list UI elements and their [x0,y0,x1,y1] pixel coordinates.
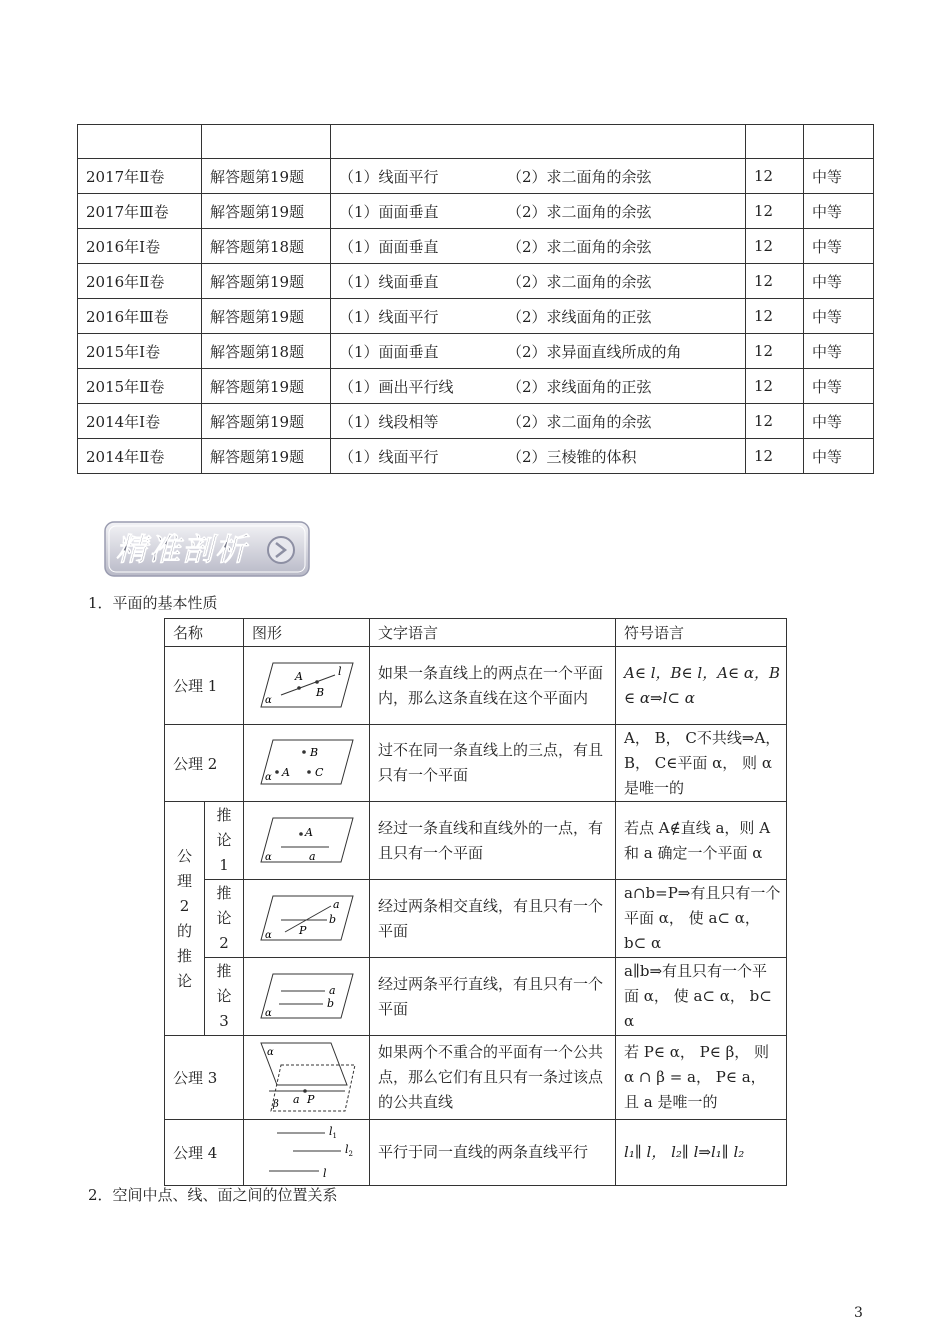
topic-cell: （1）线段相等 （2）求二面角的余弦 [331,404,746,439]
page-number: 3 [854,1305,863,1321]
score-cell: 12 [746,369,804,404]
difficulty-cell: 中等 [804,229,874,264]
topic-cell: （1）线面垂直 （2）求二面角的余弦 [331,264,746,299]
label-alpha: α [264,929,272,941]
label-l: l [322,1166,327,1180]
label-p: P [306,1092,314,1106]
label-b: B [309,746,318,759]
table-header-row [165,619,787,647]
label-alpha: α [264,851,272,863]
text-language: 如果一条直线上的两点在一个平面内，那么这条直线在这个平面内 [370,647,616,725]
figure-cell [244,725,370,802]
table-row [165,725,787,802]
figure-cell [244,958,370,1036]
score-cell: 12 [746,299,804,334]
table-row [165,647,787,725]
question-cell: 解答题第19题 [202,264,331,299]
year-cell: 2016年Ⅲ卷 [78,299,202,334]
label-alpha: α [264,1007,272,1019]
label-line-a: a [308,849,316,863]
table-row [78,334,874,369]
table-row [165,802,787,880]
exam-table [77,124,874,474]
question-cell: 解答题第19题 [202,194,331,229]
figure-cell [244,1036,370,1120]
topic-cell: （1）画出平行线 （2）求线面角的正弦 [331,369,746,404]
section-banner [104,521,310,577]
axiom-name: 公理 2 [165,725,244,802]
topic-cell: （1）线面平行 （2）三棱锥的体积 [331,439,746,474]
label-alpha: α [264,772,272,783]
score-cell: 12 [746,334,804,369]
difficulty-cell: 中等 [804,299,874,334]
topic-cell: （1）面面垂直 （2）求异面直线所成的角 [331,334,746,369]
header-name: 名称 [165,619,244,647]
difficulty-cell: 中等 [804,194,874,229]
table-row [165,1036,787,1120]
label-a: A [294,669,303,683]
symbol-language: 若 P∈ α， P∈ β， 则 α ∩ β = a， P∈ a， 且 a 是唯一的 [616,1036,787,1120]
symbol-language: A， B， C不共线⇒A， B， C∈平面 α， 则 α 是唯一的 [616,725,787,802]
table-row [78,264,874,299]
label-a: a [332,897,340,911]
axiom3-figure [257,1041,357,1115]
corollary-name: 推 论 1 [205,802,244,880]
score-cell: 12 [746,229,804,264]
group-label: 公 理 2 的 推 论 [165,802,205,1036]
label-a: a [328,983,336,997]
label-b: b [326,996,334,1010]
score-cell: 12 [746,439,804,474]
symbol-language: A∈ l，B∈ l，A∈ α，B ∈ α⇒l⊂ α [616,647,787,725]
header-text: 文字语言 [370,619,616,647]
axiom-name: 公理 1 [165,647,244,725]
header-figure: 图形 [244,619,370,647]
label-a: A [281,766,290,779]
year-cell: 2016年Ⅱ卷 [78,264,202,299]
label-c: C [314,766,323,779]
axiom-name: 公理 3 [165,1036,244,1120]
arrow-circle-icon [268,537,294,563]
difficulty-cell: 中等 [804,439,874,474]
label-b: B [315,685,324,699]
difficulty-cell: 中等 [804,264,874,299]
table-row [165,1120,787,1186]
label-alpha: α [264,694,272,706]
year-cell: 2015年Ⅱ卷 [78,369,202,404]
question-cell: 解答题第19题 [202,404,331,439]
score-cell: 12 [746,264,804,299]
topic-cell: （1）线面平行 （2）求线面角的正弦 [331,299,746,334]
axiom-name: 公理 4 [165,1120,244,1186]
text-language: 过不在同一条直线上的三点，有且只有一个平面 [370,725,616,802]
table-row [78,159,874,194]
section-heading: 2．空间中点、线、面之间的位置关系 [88,1186,338,1204]
label-alpha: α [266,1046,274,1058]
symbol-language: 若点 A∉直线 a，则 A 和 a 确定一个平面 α [616,802,787,880]
corollary3-figure [259,972,355,1022]
year-cell: 2014年Ⅰ卷 [78,404,202,439]
figure-cell [244,1120,370,1186]
label-beta: β [272,1098,279,1110]
difficulty-cell: 中等 [804,159,874,194]
difficulty-cell: 中等 [804,334,874,369]
axiom2-figure [259,738,355,788]
label-b: b [328,912,336,926]
question-cell: 解答题第19题 [202,159,331,194]
table-row [78,439,874,474]
figure-cell [244,880,370,958]
score-cell: 12 [746,404,804,439]
label-l: l [337,664,342,678]
label-a: a [292,1092,300,1106]
difficulty-cell: 中等 [804,369,874,404]
question-cell: 解答题第18题 [202,334,331,369]
topic-cell: （1）面面垂直 （2）求二面角的余弦 [331,229,746,264]
label-p: P [298,923,306,937]
symbol-language: a∩b=P⇒有且只有一个平面 α， 使 a⊂ α， b⊂ α [616,880,787,958]
table-row [78,369,874,404]
year-cell: 2015年Ⅰ卷 [78,334,202,369]
header-symbol: 符号语言 [616,619,787,647]
table-row [78,125,874,159]
difficulty-cell: 中等 [804,404,874,439]
score-cell: 12 [746,194,804,229]
question-cell: 解答题第19题 [202,299,331,334]
table-row [78,194,874,229]
text-language: 经过两条平行直线，有且只有一个平面 [370,958,616,1036]
question-cell: 解答题第19题 [202,369,331,404]
text-language: 经过两条相交直线，有且只有一个平面 [370,880,616,958]
table-row [165,958,787,1036]
axiom4-figure [257,1123,357,1183]
symbol-language: a∥b⇒有且只有一个平面 α， 使 a⊂ α， b⊂ α [616,958,787,1036]
year-cell: 2014年Ⅱ卷 [78,439,202,474]
year-cell: 2016年Ⅰ卷 [78,229,202,264]
text-language: 平行于同一直线的两条直线平行 [370,1120,616,1186]
corollary1-figure [259,816,355,866]
corollary-name: 推 论 2 [205,880,244,958]
axiom-table [164,618,787,1186]
text-language: 如果两个不重合的平面有一个公共点，那么它们有且只有一条过该点的公共直线 [370,1036,616,1120]
figure-cell [244,802,370,880]
topic-cell: （1）面面垂直 （2）求二面角的余弦 [331,194,746,229]
section-heading: 1．平面的基本性质 [88,594,218,612]
label-l2: $l_2$ [344,1142,353,1158]
banner-text: 精准剖析 [116,532,248,568]
label-a: A [304,825,313,839]
table-row [78,229,874,264]
year-cell: 2017年Ⅱ卷 [78,159,202,194]
symbol-language: l₁∥ l， l₂∥ l⇒l₁∥ l₂ [616,1120,787,1186]
table-row [165,880,787,958]
figure-cell [244,647,370,725]
corollary-name: 推 论 3 [205,958,244,1036]
label-l1: $l_1$ [328,1124,337,1140]
question-cell: 解答题第19题 [202,439,331,474]
corollary2-figure [259,894,355,944]
text-language: 经过一条直线和直线外的一点，有且只有一个平面 [370,802,616,880]
axiom1-figure [259,661,355,711]
table-row [78,404,874,439]
year-cell: 2017年Ⅲ卷 [78,194,202,229]
score-cell: 12 [746,159,804,194]
topic-cell: （1）线面平行 （2）求二面角的余弦 [331,159,746,194]
question-cell: 解答题第18题 [202,229,331,264]
table-row [78,299,874,334]
